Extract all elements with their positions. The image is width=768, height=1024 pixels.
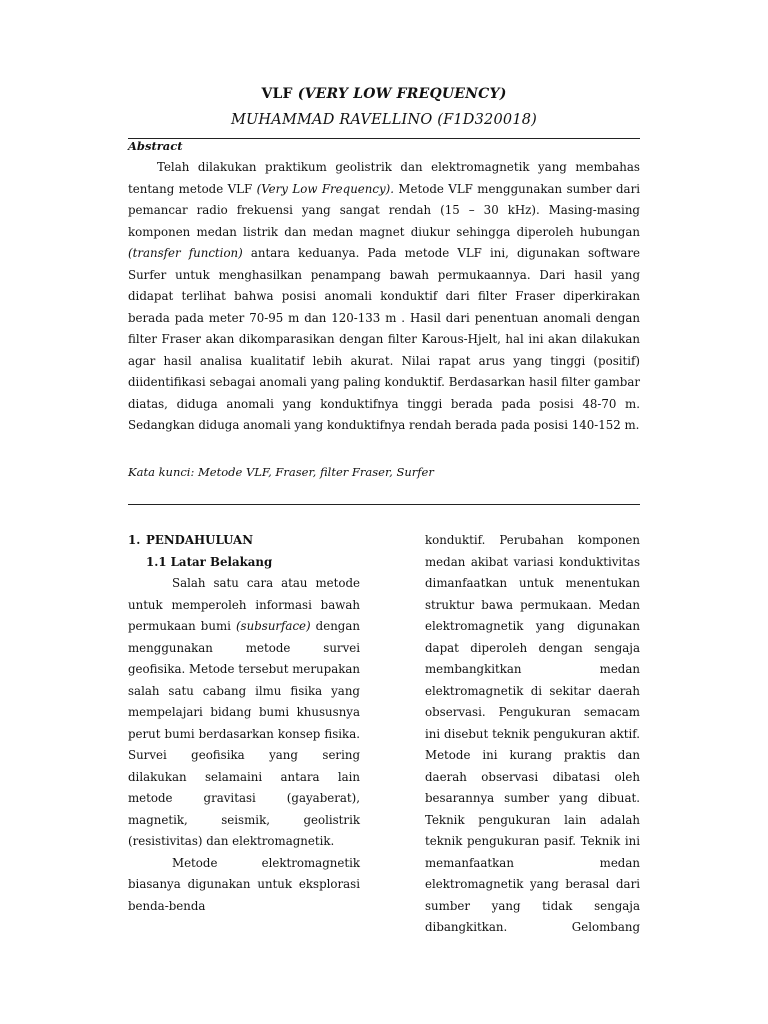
abstract-text-3: Metode VLF menggunakan sumber dari pemancar radio frekuensi yang sangat rendah (15 – 30 kHz). Masing-masing komponen medan listrik dan medan magnet diukur sehingga diperoleh hubungan (128, 181, 641, 239)
subsection-heading: 1.1 Latar Belakang (146, 554, 273, 569)
right-column-paragraph: konduktif. Perubahan komponen medan akibat variasi konduktivitas dimanfaatkan untuk menentukan struktur bawa permukaan. Medan elektromagnetik yang digunakan dapat diperoleh dengan sengaja membangkitkan medan elektromagnetik di sekitar daerah observasi. Pengukuran semacam ini disebut teknik pengukuran aktif. Metode ini kurang praktis dan daerah observasi dibatasi oleh besarannya sumber yang dibuat. Teknik pengukuran lain adalah teknik pengukuran pasif. Teknik ini memanfaatkan medan elektromagnetik yang berasal dari sumber yang tidak sengaja dibangkitkan. Gelombang (425, 533, 640, 934)
intro-paragraph-1 (128, 573, 360, 853)
abstract-text-4: (transfer function) (128, 246, 243, 260)
intro-text-3: dengan menggunakan metode survei geofisika. Metode tersebut merupakan salah satu cabang ilmu fisika yang mempelajari bidang bumi khususnya perut bumi berdasarkan konsep fisika. Survei geofisika yang sering dilakukan selamaini antara lain metode gravitasi (gayaberat), magnetik, seismik, geolistrik (resistivitas) dan elektromagnetik. (128, 619, 361, 848)
intro-text-2: (subsurface) (235, 619, 311, 633)
abstract-text-2: (Very Low Frequency). (256, 181, 394, 196)
abstract-label: Abstract (128, 139, 183, 153)
section-heading (128, 530, 360, 552)
intro-paragraph-2: Metode elektromagnetik biasanya digunakan untuk eksplorasi benda-benda (128, 855, 360, 913)
abstract-body (128, 157, 640, 437)
paper-title (0, 86, 768, 102)
author-line: MUHAMMAD RAVELLINO (F1D320018) (230, 112, 538, 128)
title-italic: (VERY LOW FREQUENCY) (297, 86, 507, 102)
intro-text-1: Salah satu cara atau metode untuk memperoleh informasi bawah permukaan bumi (128, 576, 360, 633)
keywords: Kata kunci: Metode VLF, Fraser, filter Fraser, Surfer (128, 465, 434, 479)
section-divider (128, 504, 640, 505)
abstract-text-1: Telah dilakukan praktikum geolistrik dan elektromagnetik yang membahas tentang metode VLF (128, 160, 640, 196)
left-column (128, 530, 360, 917)
abstract-text-5: antara keduanya. Pada metode VLF ini, digunakan software Surfer untuk menghasilkan penampang bawah permukaannya. Dari hasil yang didapat terlihat bahwa posisi anomali konduktif dari filter Fraser diperkirakan berada pada meter 70-95 m dan 120-133 m . Hasil dari penentuan anomali dengan filter Fraser akan dikomparasikan dengan filter Karous-Hjelt, hal ini akan dilakukan agar hasil analisa kualitatif lebih akurat. Nilai rapat arus yang tinggi (positif) diidentifikasi sebagai anomali yang paling konduktif. Berdasarkan hasil filter gambar diatas, diduga anomali yang konduktifnya tinggi berada pada posisi 48-70 m. Sedangkan diduga anomali yang konduktifnya rendah berada pada posisi 140-152 m. (128, 246, 641, 432)
section-title: PENDAHULUAN (146, 533, 253, 547)
title-prefix: VLF (261, 86, 298, 102)
section-number: 1. (128, 533, 141, 547)
right-column (425, 530, 640, 939)
top-divider (128, 138, 640, 139)
